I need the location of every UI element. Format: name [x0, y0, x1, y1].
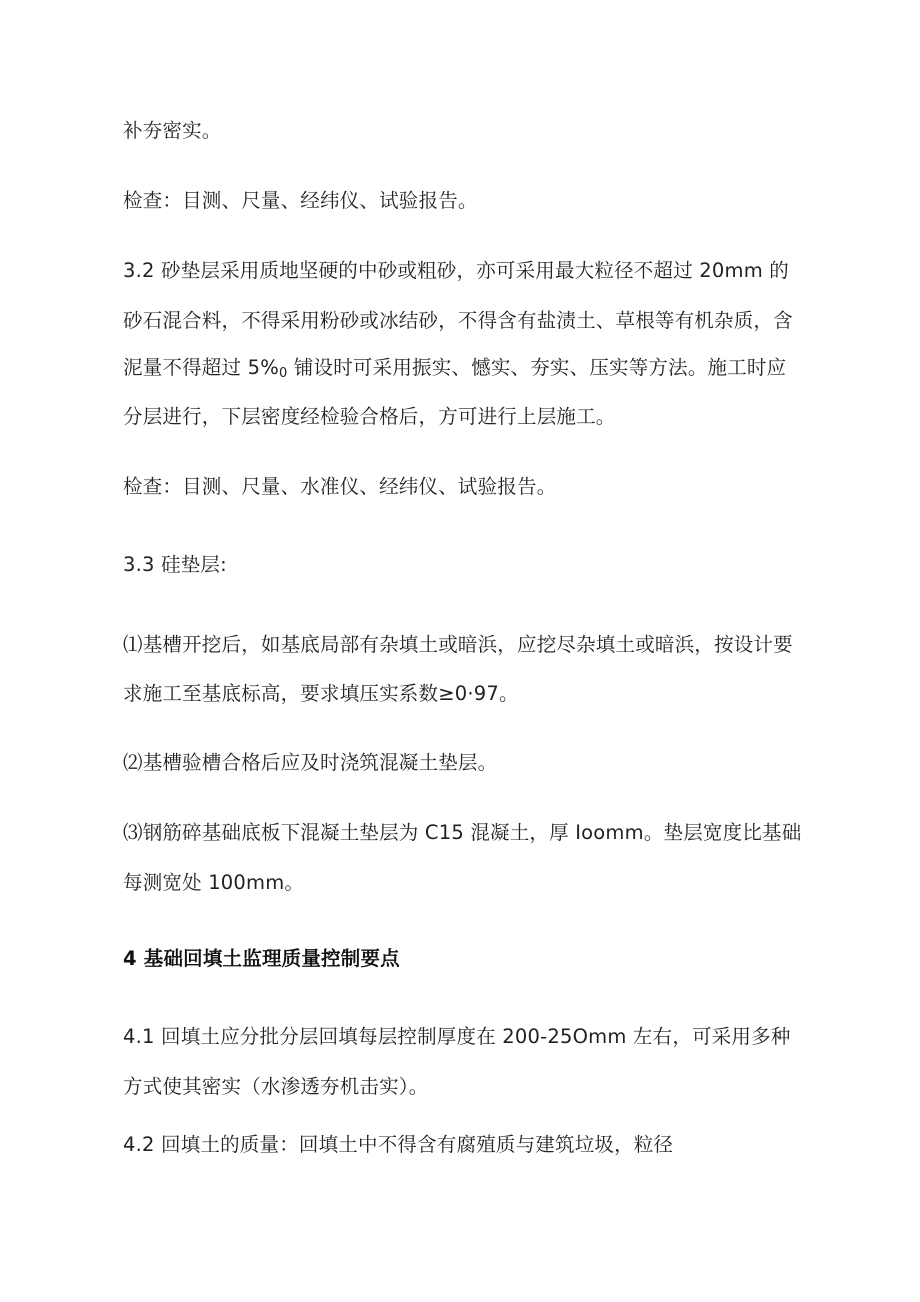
- section-heading: 4 基础回填土监理质量控制要点: [123, 947, 400, 970]
- text-line: 补夯密实。: [123, 119, 222, 142]
- section-number-line: 3.3 硅垫层:: [123, 553, 227, 576]
- text-line-with-subscript: [123, 355, 786, 387]
- list-item-text: ⑵基槽验槽合格后应及时浇筑混凝土垫层。: [123, 751, 498, 774]
- text-line: 检查：目测、尺量、水准仪、经纬仪、试验报告。: [123, 475, 557, 498]
- text-line: 分层进行，下层密度经检验合格后，方可进行上层施工。: [123, 405, 616, 428]
- text-segment: 泥量不得超过 5%: [123, 356, 279, 379]
- list-item-text: ⑶钢筋碎基础底板下混凝土垫层为 C15 混凝土，厚 Ioomm。垫层宽度比基础: [123, 821, 802, 844]
- text-line: 方式使其密实（水渗透夯机击实）。: [123, 1075, 429, 1098]
- list-item-text: 每测宽处 100mm。: [123, 871, 305, 894]
- list-item-text: 求施工至基底标高，要求填压实系数≥0·97。: [123, 682, 519, 705]
- text-line: 4.1 回填土应分批分层回填每层控制厚度在 200-25Omm 左右，可采用多种: [123, 1025, 791, 1048]
- text-line: 砂石混合料，不得采用粉砂或冰结砂，不得含有盐渍土、草根等有机杂质，含: [123, 309, 793, 332]
- text-segment: 铺设时可采用振实、憾实、夯实、压实等方法。施工时应: [287, 356, 787, 379]
- text-line: 4.2 回填土的质量：回填土中不得含有腐殖质与建筑垃圾，粒径: [123, 1133, 674, 1156]
- subscript-zero: 0: [278, 366, 288, 381]
- list-item-text: ⑴基槽开挖后，如基底局部有杂填土或暗浜，应挖尽杂填土或暗浜，按设计要: [123, 633, 793, 656]
- text-line: 检查：目测、尺量、经纬仪、试验报告。: [123, 189, 478, 212]
- text-line: 3.2 砂垫层采用质地坚硬的中砂或粗砂，亦可采用最大粒径不超过 20mm 的: [123, 259, 790, 282]
